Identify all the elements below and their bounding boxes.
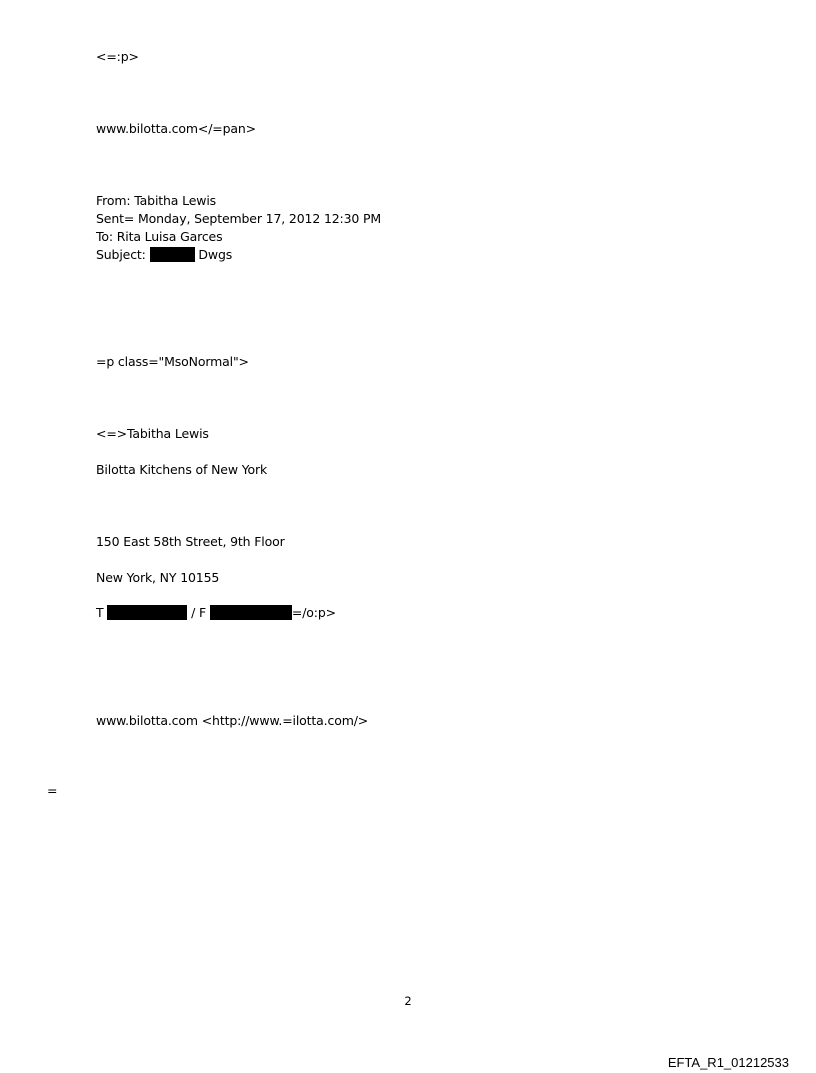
signature-name: <=>Tabitha Lewis xyxy=(96,426,209,441)
redaction-box xyxy=(107,605,187,620)
fax-separator: / F xyxy=(187,605,210,620)
signature-phone-fax xyxy=(96,604,336,622)
website-line: www.bilotta.com</=pan> xyxy=(96,121,257,136)
sent-line: Sent= Monday, September 17, 2012 12:30 PM xyxy=(96,211,382,226)
subject-label: Subject: xyxy=(96,247,150,262)
to-line: To: Rita Luisa Garces xyxy=(96,229,223,244)
from-line: From: Tabitha Lewis xyxy=(96,193,217,208)
page-number: 2 xyxy=(404,994,412,1008)
redaction-box xyxy=(150,247,195,262)
stray-equals: = xyxy=(47,783,58,798)
subject-line xyxy=(96,246,232,264)
signature-city: New York, NY 10155 xyxy=(96,570,220,585)
open-p-tag-line: <=:p> xyxy=(96,49,139,64)
subject-text: Dwgs xyxy=(194,247,233,262)
class-markup-line: =p class="MsoNormal"> xyxy=(96,354,249,369)
website-link-line: www.bilotta.com <http://www.=ilotta.com/> xyxy=(96,713,369,728)
signature-company: Bilotta Kitchens of New York xyxy=(96,462,268,477)
signature-street: 150 East 58th Street, 9th Floor xyxy=(96,534,285,549)
redaction-box xyxy=(210,605,292,620)
phone-markup-tail: =/o:p> xyxy=(291,605,336,620)
bates-number: EFTA_R1_01212533 xyxy=(667,1055,789,1070)
phone-label: T xyxy=(96,605,108,620)
